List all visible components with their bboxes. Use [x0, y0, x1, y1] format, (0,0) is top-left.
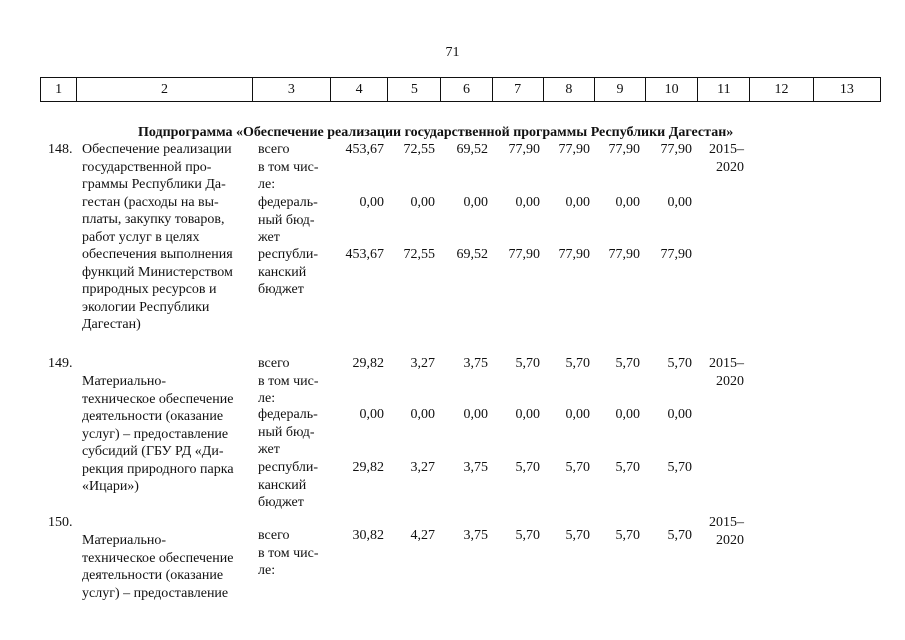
column-header-cell: 8: [543, 78, 594, 102]
source-label-line: жет: [258, 230, 280, 245]
budget-value: 72,55: [403, 247, 435, 262]
budget-value: 77,90: [660, 142, 692, 157]
budget-value: 0,00: [515, 195, 540, 210]
description-line: государственной про-: [82, 159, 212, 175]
description-line: субсидий (ГБУ РД «Ди-: [82, 444, 224, 459]
source-label-line: всего: [258, 528, 290, 543]
budget-value: 453,67: [345, 142, 384, 157]
description-line: граммы Республики Да-: [82, 177, 226, 192]
period-line: 2015–: [709, 356, 744, 371]
description-line: Материально-: [82, 533, 166, 548]
budget-value: 77,90: [508, 247, 540, 262]
budget-value: 0,00: [463, 195, 488, 210]
source-label-line: ле:: [258, 391, 276, 406]
funding-source-label: [258, 194, 324, 247]
budget-value: 5,70: [615, 460, 640, 475]
budget-value: 3,75: [463, 356, 488, 371]
budget-value: 5,70: [667, 356, 692, 371]
source-label-line: ле:: [258, 563, 276, 578]
source-label-line: бюджет: [258, 495, 304, 510]
description-line: Обеспечение реализации: [82, 142, 232, 157]
row-period: [700, 514, 744, 549]
period-line: 2020: [716, 532, 744, 548]
budget-value: 72,55: [403, 142, 435, 157]
source-label-line: ный бюд-: [258, 424, 315, 440]
period-line: 2020: [716, 373, 744, 389]
column-header-cell: 2: [77, 78, 253, 102]
budget-value: 5,70: [565, 356, 590, 371]
source-label-line: канский: [258, 477, 307, 493]
description-line: услуг) – предоставление: [82, 585, 229, 601]
column-header-cell: 13: [813, 78, 880, 102]
column-header-cell: 1: [41, 78, 77, 102]
column-header-cell: 9: [594, 78, 645, 102]
budget-value: 77,90: [558, 142, 590, 157]
description-line: Дагестан): [82, 317, 141, 332]
budget-value: 0,00: [667, 195, 692, 210]
description-line: обеспечения выполнения: [82, 247, 233, 262]
budget-value: 77,90: [558, 247, 590, 262]
column-header-cell: 3: [252, 78, 330, 102]
budget-value: 5,70: [565, 460, 590, 475]
budget-value: 5,70: [615, 356, 640, 371]
source-label-line: республи-: [258, 460, 318, 475]
column-header-cell: 12: [750, 78, 813, 102]
budget-value: 5,70: [615, 528, 640, 543]
budget-value: 3,75: [463, 460, 488, 475]
funding-source-label: [258, 141, 324, 194]
budget-value: 0,00: [565, 195, 590, 210]
budget-value: 4,27: [410, 528, 435, 543]
source-label-line: канский: [258, 264, 307, 280]
budget-value: 5,70: [515, 356, 540, 371]
row-number: 148.: [48, 142, 73, 157]
row-description: [82, 141, 250, 334]
column-header-cell: 4: [331, 78, 388, 102]
description-line: работ услуг в целях: [82, 229, 200, 245]
budget-value: 77,90: [660, 247, 692, 262]
row-period: [700, 355, 744, 390]
source-label-line: всего: [258, 142, 290, 157]
budget-value: 69,52: [456, 142, 488, 157]
page-number: 71: [445, 45, 460, 60]
subprogram-title: Подпрограмма «Обеспечение реализации государственной программы Республики Дагестан»: [138, 125, 734, 140]
budget-value: 0,00: [565, 407, 590, 422]
source-label-line: всего: [258, 356, 290, 371]
funding-source-label: [258, 355, 324, 408]
funding-source-label: [258, 459, 324, 512]
budget-value: 453,67: [345, 247, 384, 262]
budget-value: 0,00: [410, 407, 435, 422]
description-line: функций Министерством: [82, 264, 233, 280]
column-header-cell: 7: [492, 78, 543, 102]
description-line: услуг) – предоставление: [82, 426, 229, 442]
period-line: 2015–: [709, 515, 744, 530]
column-header-cell: 5: [388, 78, 441, 102]
budget-value: 5,70: [565, 528, 590, 543]
source-label-line: в том чис-: [258, 159, 319, 175]
funding-source-label: [258, 527, 324, 580]
source-label-line: ле:: [258, 177, 276, 192]
budget-value: 0,00: [615, 195, 640, 210]
budget-value: 0,00: [463, 407, 488, 422]
budget-value: 77,90: [608, 247, 640, 262]
row-period: [700, 141, 744, 176]
source-label-line: федераль-: [258, 195, 318, 210]
budget-value: 29,82: [352, 356, 384, 371]
budget-value: 30,82: [352, 528, 384, 543]
funding-source-label: [258, 406, 324, 459]
budget-value: 3,75: [463, 528, 488, 543]
description-line: Материально-: [82, 374, 166, 389]
budget-value: 0,00: [515, 407, 540, 422]
budget-value: 0,00: [359, 407, 384, 422]
budget-value: 3,27: [410, 356, 435, 371]
period-line: 2020: [716, 159, 744, 175]
description-line: деятельности (оказание: [82, 409, 224, 424]
row-description: [82, 532, 250, 602]
budget-value: 29,82: [352, 460, 384, 475]
column-header-cell: 6: [441, 78, 492, 102]
description-line: рекция природного парка: [82, 461, 234, 477]
source-label-line: в том чис-: [258, 373, 319, 389]
source-label-line: жет: [258, 442, 280, 457]
budget-value: 5,70: [667, 528, 692, 543]
budget-value: 5,70: [667, 460, 692, 475]
budget-value: 0,00: [615, 407, 640, 422]
budget-value: 77,90: [608, 142, 640, 157]
funding-source-label: [258, 246, 324, 299]
row-description: [82, 373, 250, 496]
column-header-cell: 10: [646, 78, 698, 102]
budget-value: 69,52: [456, 247, 488, 262]
description-line: природных ресурсов и: [82, 282, 217, 297]
budget-value: 77,90: [508, 142, 540, 157]
budget-value: 0,00: [410, 195, 435, 210]
budget-value: 3,27: [410, 460, 435, 475]
source-label-line: бюджет: [258, 282, 304, 297]
description-line: деятельности (оказание: [82, 568, 224, 583]
description-line: техническое обеспечение: [82, 550, 234, 566]
budget-value: 5,70: [515, 528, 540, 543]
description-line: «Ицари»): [82, 479, 139, 494]
budget-value: 0,00: [359, 195, 384, 210]
source-label-line: в том чис-: [258, 545, 319, 561]
description-line: экологии Республики: [82, 299, 210, 315]
description-line: техническое обеспечение: [82, 391, 234, 407]
period-line: 2015–: [709, 142, 744, 157]
row-number: 149.: [48, 356, 73, 371]
budget-value: 0,00: [667, 407, 692, 422]
source-label-line: ный бюд-: [258, 212, 315, 228]
budget-value: 5,70: [515, 460, 540, 475]
source-label-line: республи-: [258, 247, 318, 262]
description-line: платы, закупку товаров,: [82, 212, 225, 227]
row-number: 150.: [48, 515, 73, 530]
description-line: гестан (расходы на вы-: [82, 194, 219, 210]
column-number-header: [40, 77, 881, 102]
source-label-line: федераль-: [258, 407, 318, 422]
column-header-cell: 11: [698, 78, 750, 102]
